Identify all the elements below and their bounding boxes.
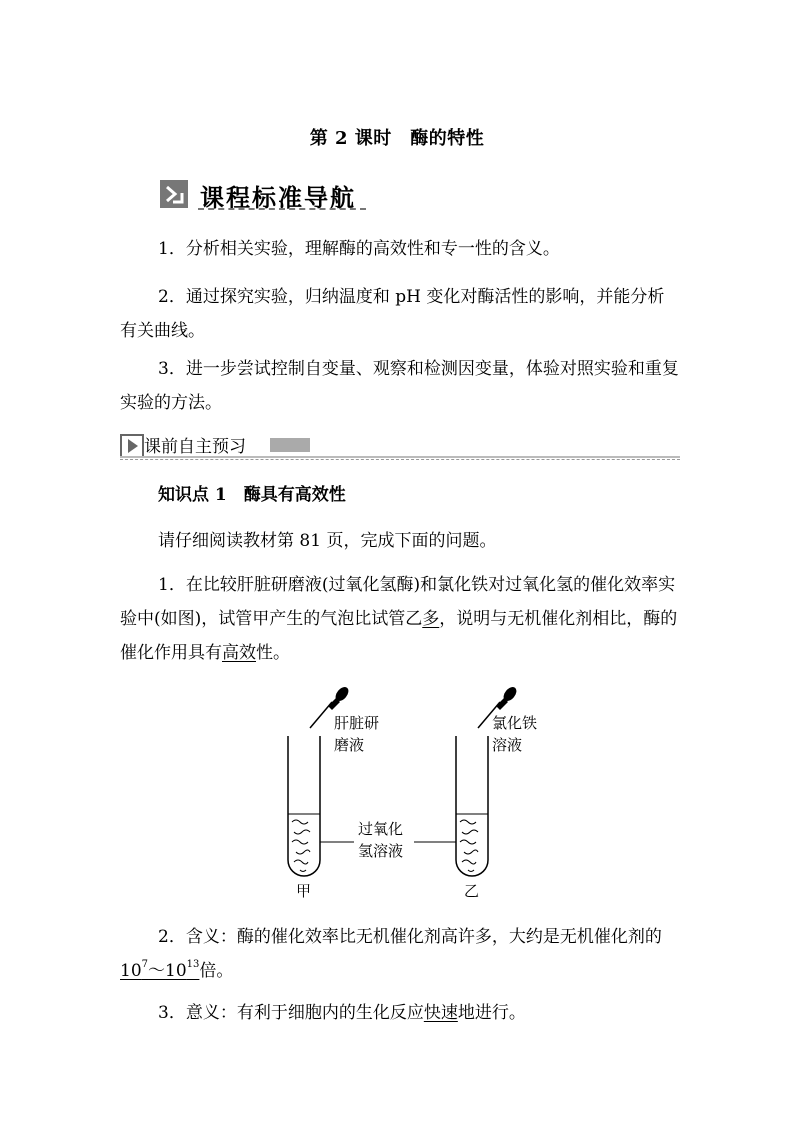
question-item-3 [120, 996, 680, 1030]
question-item-1 [120, 568, 680, 670]
label-liver-2: 磨液 [334, 736, 365, 754]
answer-blank: 多 [422, 609, 440, 629]
item2-suffix: 倍。 [199, 961, 234, 981]
label-h2o2-1: 过氧化 [358, 820, 404, 838]
standard-item-1: 1．分析相关实验，理解酶的高效性和专一性的含义。 [158, 239, 560, 259]
standard-item-2: 2．通过探究实验，归纳温度和 pH 变化对酶活性的影响，并能分析有关曲线。 [120, 287, 665, 341]
test-tube-a [288, 736, 320, 876]
page-title: 第 2 课时 酶的特性 [309, 128, 485, 149]
value-base: 10 [120, 961, 142, 981]
preview-banner-title: 课前自主预习 [144, 437, 246, 457]
item3-suffix: 地进行。 [457, 1003, 526, 1023]
item3-prefix: 3．意义：有利于细胞内的生化反应 [158, 1003, 424, 1023]
standard-item-3: 3．进一步尝试控制自变量、观察和检测因变量，体验对照实验和重复实验的方法。 [120, 359, 679, 413]
preview-banner [120, 432, 680, 458]
value-exponent: 7 [141, 959, 149, 970]
banner-underline [198, 208, 366, 210]
value-separator: ～ [148, 961, 166, 981]
knowledge-point-heading: 知识点 1 酶具有高效性 [158, 485, 346, 505]
label-tube-b: 乙 [464, 882, 480, 900]
label-liver-1: 肝脏研 [334, 714, 380, 732]
answer-blank: 快速 [423, 1003, 458, 1023]
test-tube-b [456, 736, 488, 876]
intro-text: 请仔细阅读教材第 81 页，完成下面的问题。 [158, 531, 497, 551]
question-item-2 [120, 920, 680, 988]
answer-blank: 高效 [222, 643, 256, 663]
test-tube-figure [270, 680, 560, 900]
label-h2o2-2: 氢溶液 [358, 842, 404, 860]
arrow-icon [160, 180, 188, 208]
divider [120, 456, 680, 458]
item2-prefix: 2．含义：酶的催化效率比无机催化剂高许多，大约是无机催化剂的 [158, 927, 662, 947]
value-base: 10 [165, 961, 187, 981]
label-tube-a: 甲 [296, 882, 312, 900]
course-standard-banner [160, 176, 370, 212]
item1-middle: ，说明与无机催化剂相比，酶的催化作用具有 [120, 609, 678, 663]
banner-decoration [270, 438, 310, 452]
label-fecl-2: 溶液 [492, 736, 523, 754]
item1-prefix: 1．在比较肝脏研磨液(过氧化氢酶)和氯化铁对过氧化氢的催化效率实验中(如图)，试管甲产生的气泡比试管乙 [120, 575, 676, 629]
value-exponent: 13 [186, 959, 200, 970]
banner-title: 课程标准导航 [200, 184, 356, 212]
divider [120, 459, 680, 460]
arrow-icon [120, 434, 144, 458]
answer-blank [120, 961, 199, 981]
label-fecl-1: 氯化铁 [492, 714, 538, 732]
item1-suffix: 性。 [256, 643, 290, 663]
